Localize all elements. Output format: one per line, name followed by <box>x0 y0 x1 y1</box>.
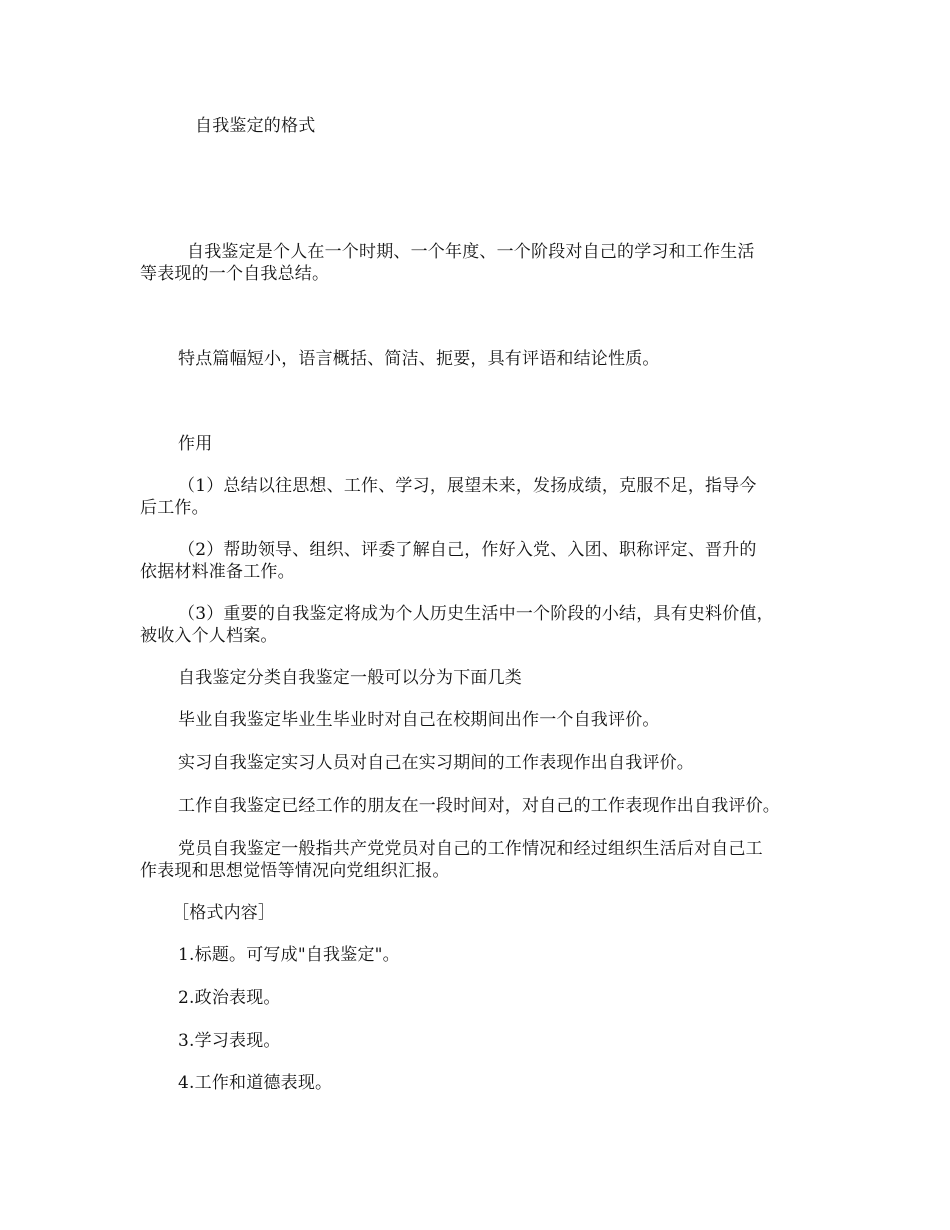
format-item-2: 2.政治表现。 <box>178 988 281 1008</box>
paragraph-party-line-2: 作表现和思想觉悟等情况向党组织汇报。 <box>140 861 450 881</box>
format-item-4: 4.工作和道德表现。 <box>178 1073 333 1093</box>
function-item-3-line-2: 被收入个人档案。 <box>140 626 278 646</box>
section-heading-function: 作用 <box>178 434 213 454</box>
format-item-1: 1.标题。可写成"自我鉴定"。 <box>178 945 400 965</box>
function-item-1-line-2: 后工作。 <box>140 498 209 518</box>
format-item-3: 3.学习表现。 <box>178 1031 281 1051</box>
function-item-3-line-1: （3）重要的自我鉴定将成为个人历史生活中一个阶段的小结，具有史料价值， <box>178 604 774 624</box>
document-title: 自我鉴定的格式 <box>195 116 316 136</box>
paragraph-definition-line-1: 自我鉴定是个人在一个时期、一个年度、一个阶段对自己的学习和工作生活 <box>187 242 755 262</box>
paragraph-party-line-1: 党员自我鉴定一般指共产党党员对自己的工作情况和经过组织生活后对自己工 <box>178 839 763 859</box>
paragraph-classification: 自我鉴定分类自我鉴定一般可以分为下面几类 <box>178 668 522 688</box>
paragraph-definition-line-2: 等表现的一个自我总结。 <box>140 264 330 284</box>
paragraph-work: 工作自我鉴定已经工作的朋友在一段时间对，对自己的工作表现作出自我评价。 <box>178 796 780 816</box>
section-heading-format: ［格式内容］ <box>172 903 276 923</box>
paragraph-graduation: 毕业自我鉴定毕业生毕业时对自己在校期间出作一个自我评价。 <box>178 710 660 730</box>
function-item-2-line-2: 依据材料准备工作。 <box>140 562 295 582</box>
function-item-1-line-1: （1）总结以往思想、工作、学习，展望未来，发扬成绩，克服不足，指导今 <box>178 476 757 496</box>
paragraph-features: 特点篇幅短小，语言概括、简洁、扼要，具有评语和结论性质。 <box>178 349 660 369</box>
function-item-2-line-1: （2）帮助领导、组织、评委了解自己，作好入党、入团、职称评定、晋升的 <box>178 540 757 560</box>
paragraph-internship: 实习自我鉴定实习人员对自己在实习期间的工作表现作出自我评价。 <box>178 753 694 773</box>
